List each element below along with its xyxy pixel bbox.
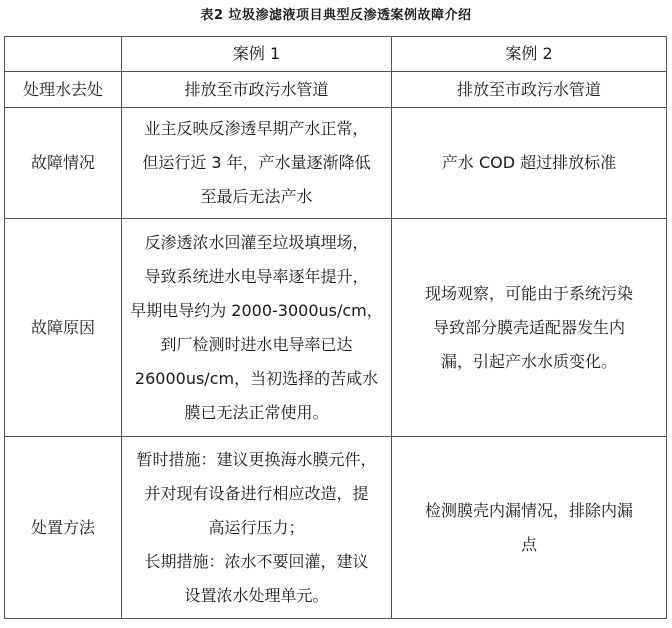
fault-cases-table	[4, 36, 667, 619]
row-label-fault-situation: 故障情况	[5, 108, 122, 219]
table-row	[5, 219, 667, 437]
text-line: 反渗透浓水回灌至垃圾填埋场，	[144, 232, 369, 252]
text-line: 到厂检测时进水电导率已达	[160, 334, 353, 354]
text-line: 早期电导约为 2000-3000us/cm，	[130, 300, 383, 320]
text-line: 高运行压力；	[208, 517, 305, 537]
case1-fault-cause-cell	[122, 219, 392, 437]
text-line: 检测膜壳内漏情况，排除内漏	[424, 500, 633, 520]
row-label-destination: 处理水去处	[5, 72, 122, 108]
case1-handling-method-cell	[122, 437, 392, 619]
table-caption: 表2 垃圾渗滤液项目典型反渗透案例故障介绍	[200, 8, 472, 23]
text-line: 长期措施：浓水不要回灌，建议	[144, 551, 369, 571]
case1-destination-cell	[122, 72, 392, 108]
text-line: 现场观察，可能由于系统污染	[424, 283, 633, 303]
text-line: 业主反映反渗透早期产水正常，	[144, 119, 369, 138]
text-line: 设置浓水处理单元。	[184, 585, 329, 605]
text-line: 产水 COD 超过排放标准	[441, 153, 617, 172]
header-row	[5, 37, 667, 72]
table-row	[5, 72, 667, 108]
text-line: 漏，引起产水水质变化。	[440, 351, 617, 371]
table-row	[5, 108, 667, 219]
text-line: 但运行近 3 年，产水量逐渐降低	[142, 153, 371, 172]
row-label-fault-cause: 故障原因	[5, 219, 122, 437]
case1-fault-situation-cell	[122, 108, 392, 219]
text-line: 导致系统进水电导率逐年提升，	[144, 266, 369, 286]
text-line: 并对现有设备进行相应改造，提	[144, 483, 369, 503]
text-line: 暂时措施：建议更换海水膜元件，	[136, 449, 377, 469]
text-line: 点	[520, 534, 537, 554]
text-line: 导致部分膜壳适配器发生内	[432, 317, 625, 337]
table-row	[5, 437, 667, 619]
case2-fault-situation-cell	[392, 108, 667, 219]
header-case-1: 案例 1	[122, 37, 392, 72]
case2-fault-cause-cell	[392, 219, 667, 437]
row-label-handling-method: 处置方法	[5, 437, 122, 619]
text-line: 排放至市政污水管道	[456, 79, 601, 99]
text-line: 至最后无法产水	[200, 187, 313, 206]
header-case-2: 案例 2	[392, 37, 667, 72]
text-line: 排放至市政污水管道	[184, 79, 329, 99]
header-blank-cell	[5, 37, 122, 72]
text-line: 26000us/cm，当初选择的苦咸水	[134, 368, 379, 388]
text-line: 膜已无法正常使用。	[184, 402, 329, 422]
case2-handling-method-cell	[392, 437, 667, 619]
case2-destination-cell	[392, 72, 667, 108]
